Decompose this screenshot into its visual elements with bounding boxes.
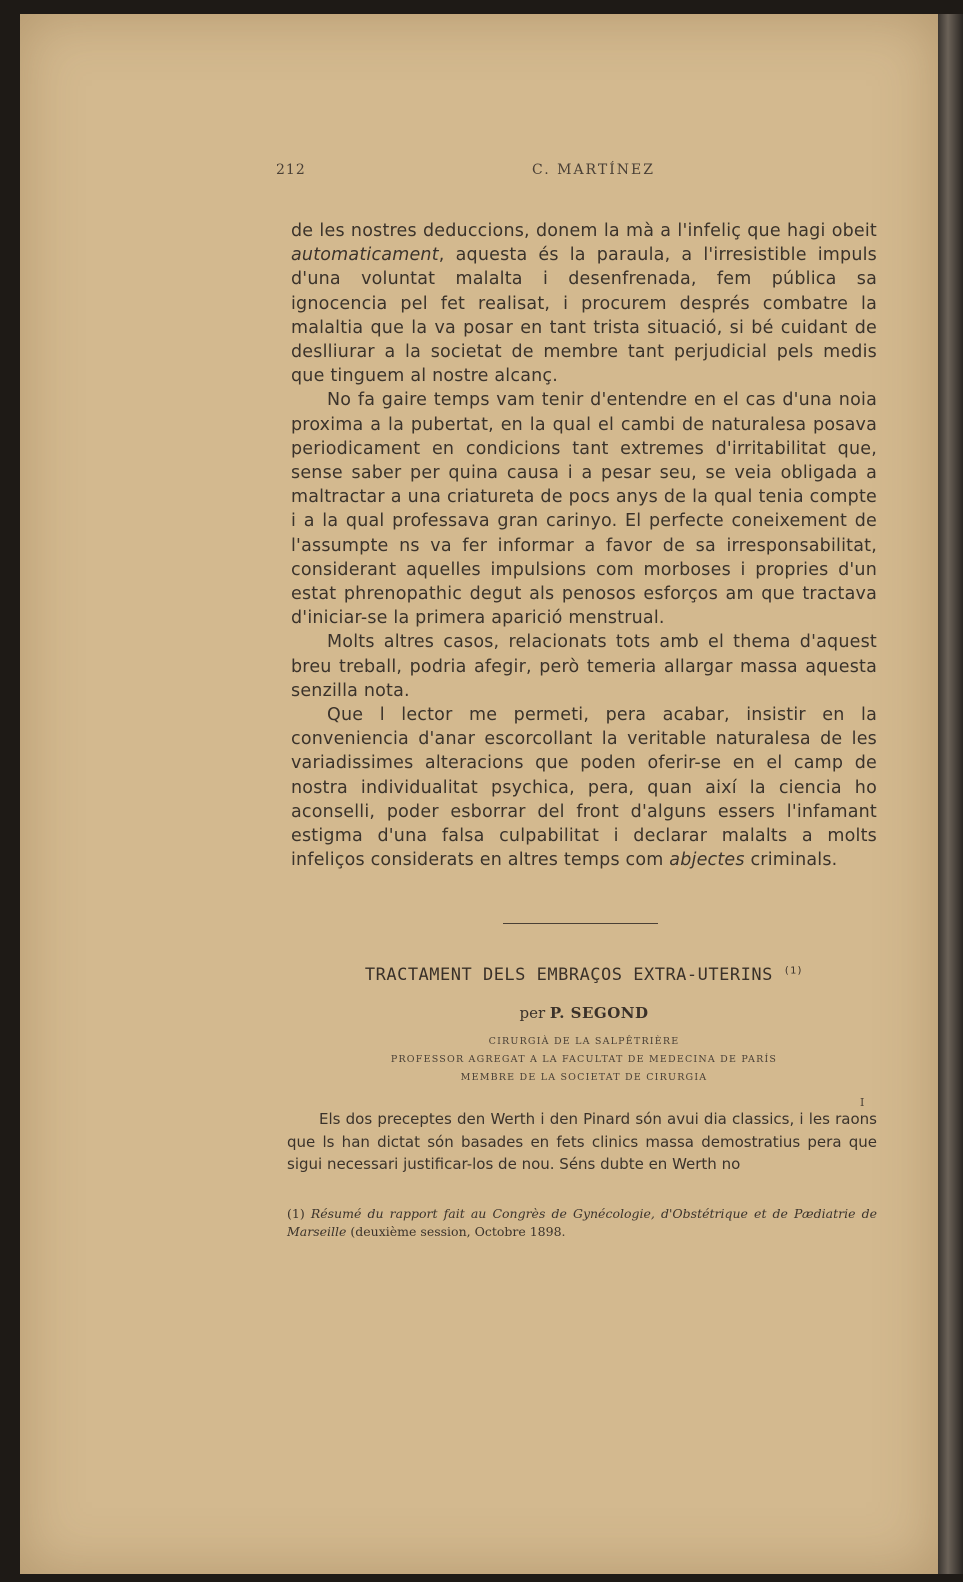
affiliation-1: CIRURGIÀ DE LA SALPÊTRIÈRE <box>488 1036 680 1047</box>
article-title <box>291 965 877 985</box>
main-text <box>291 219 877 872</box>
text-segment: No fa gaire temps vam tenir d'entendre en el cas d'una noia proxima a la pubertat, en la qual el cambi de naturalesa posava periodicament en condicions tant extremes d'irritabilitat que, sense saber per quina causa i a pesar seu, se veia obligada a maltractar a una criatureta de pocs anys de la qual tenia compte i a la qual professava gran carinyo. El perfecte coneixement de l'assumpte ns va fer informar a favor de sa irresponsabilitat, considerant aquelles impulsions com morboses i propries d'un estat phrenopathic degut als penosos esforços am que tractava d'iniciar-se la primera aparició menstrual. <box>291 390 877 629</box>
page-number: 212 <box>276 162 306 178</box>
paragraph <box>291 219 877 388</box>
article-paragraph: Els dos preceptes den Werth i den Pinard són avui dia classics, i les raons que ls han dictat són basades en fets clinics massa demostratius pera que sigui necessari justificar-los de nou. Séns dubte en Werth no <box>287 1110 877 1173</box>
footnote-mark: (1) <box>287 1206 305 1221</box>
paragraph <box>291 703 877 872</box>
italic-text: abjectes <box>669 850 745 871</box>
footnote-rest: (deuxième session, Octobre 1898. <box>346 1224 566 1239</box>
paragraph <box>291 388 877 630</box>
italic-text: automaticament <box>291 245 439 266</box>
footnote-reference: (1) <box>783 965 804 977</box>
footnote-italic: Résumé du rapport fait au Congrès de Gynécologie, d'Obstétrique et de Pædiatrie de Marseille <box>287 1206 877 1239</box>
text-segment: de les nostres deduccions, donem la mà a l'infeliç que hagi obeit <box>291 221 877 241</box>
author-name: P. SEGOND <box>549 1004 649 1022</box>
running-head: C. MARTÍNEZ <box>532 162 655 178</box>
text-segment: criminals. <box>744 850 838 871</box>
text-segment: Que l lector me permeti, pera acabar, insistir en la conveniencia d'anar escorcollant la veritable naturalesa de les variadissimes alteracions que poden oferir-se en el camp de nostra individualitat psychica, pera, quan així la ciencia ho aconselli, poder esborrar del front d'alguns essers l'infamant estigma d'una falsa culpabilitat i declarar malalts a molts infeliços considerats en altres temps com <box>291 705 877 871</box>
affiliation-3: MEMBRE DE LA SOCIETAT DE CIRURGIA <box>460 1072 708 1083</box>
section-number: I <box>860 1096 865 1109</box>
article-title-text: TRACTAMENT DELS EMBRAÇOS EXTRA-UTERINS <box>364 965 773 985</box>
text-segment: , aquesta és la paraula, a l'irresistible impuls d'una voluntat malalta i desenfrenada, fem pública sa ignocencia pel fet realisat, i procurem després combatre la malaltia que la va posar en tant trista situació, si bé cuidant de deslliurar a la societat de membre tant perjudicial pels medis que tinguem al nostre alcanç. <box>291 245 877 387</box>
affiliation-2: PROFESSOR AGREGAT A LA FACULTAT DE MEDECINA DE PARÍS <box>390 1054 778 1065</box>
paragraph <box>291 630 877 703</box>
byline-per: per <box>519 1004 546 1022</box>
text-segment: Molts altres casos, relacionats tots amb el thema d'aquest breu treball, podria afegir, però temeria allargar massa aquesta senzilla nota. <box>291 632 877 701</box>
page-header <box>272 160 877 184</box>
book-edge <box>938 14 963 1574</box>
byline <box>291 1004 877 1022</box>
section-divider <box>503 923 658 924</box>
footnote <box>287 1205 877 1241</box>
article-text <box>287 1108 877 1176</box>
